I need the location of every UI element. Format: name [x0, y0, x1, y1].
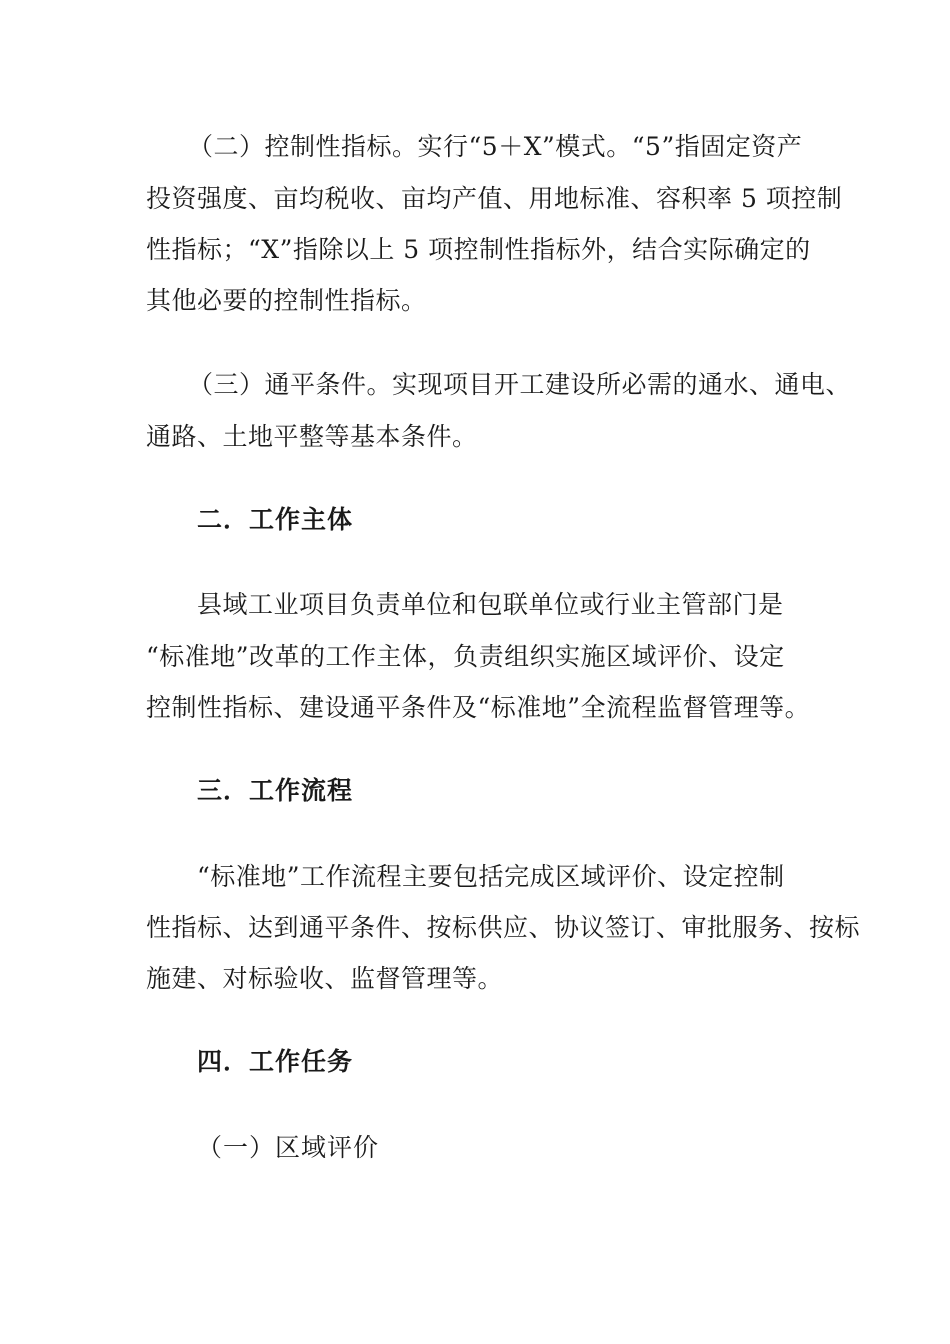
section-heading-3: 三．工作流程: [197, 776, 354, 805]
section-heading-4: 四．工作任务: [197, 1047, 354, 1076]
para-subject-line-3: 控制性指标、建设通平条件及“标准地”全流程监督管理等。: [146, 693, 811, 722]
para-control-line-3: 性指标；“X”指除以上 5 项控制性指标外，结合实际确定的: [146, 235, 811, 264]
para-control-line-1: （二）控制性指标。实行“5＋X”模式。“5”指固定资产: [188, 132, 803, 161]
para-subject-line-2: “标准地”改革的工作主体，负责组织实施区域评价、设定: [146, 642, 785, 671]
para-process-line-2: 性指标、达到通平条件、按标供应、协议签订、审批服务、按标: [146, 913, 861, 942]
para-process-line-3: 施建、对标验收、监督管理等。: [146, 964, 504, 993]
section-heading-2: 二．工作主体: [197, 505, 354, 534]
para-control-line-4: 其他必要的控制性指标。: [146, 286, 427, 315]
para-control-line-2: 投资强度、亩均税收、亩均产值、用地标准、容积率 5 项控制: [146, 184, 843, 213]
para-conditions-line-2: 通路、土地平整等基本条件。: [146, 422, 478, 451]
para-conditions-line-1: （三）通平条件。实现项目开工建设所必需的通水、通电、: [188, 370, 852, 399]
para-process-line-1: “标准地”工作流程主要包括完成区域评价、设定控制: [197, 862, 785, 891]
para-subject-line-1: 县域工业项目负责单位和包联单位或行业主管部门是: [197, 590, 784, 619]
subsection-heading-1: （一）区域评价: [197, 1133, 380, 1162]
